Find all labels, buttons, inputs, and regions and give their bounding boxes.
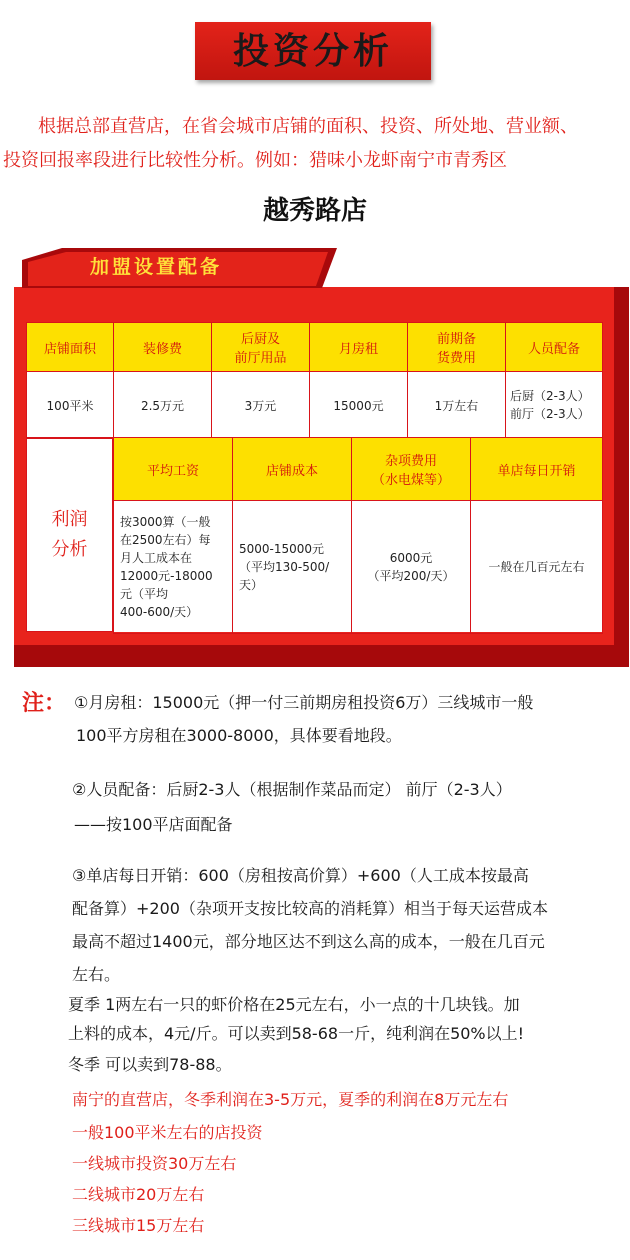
note-red-1: 南宁的直营店，冬季利润在3-5万元，夏季的利润在8万元左右 bbox=[72, 1090, 509, 1109]
value-stock: 1万左右 bbox=[408, 372, 506, 439]
page-title: 投资分析 bbox=[232, 30, 393, 72]
note-3a: ③单店每日开销：600（房租按高价算）+600（人工成本按最高 bbox=[72, 866, 529, 885]
note-1a: ①月房租：15000元（押一付三前期房租投资6万）三线城市一般 bbox=[74, 693, 534, 712]
value-misc: 6000元 （平均200/天） bbox=[352, 501, 471, 634]
header-staff: 人员配备 bbox=[506, 323, 603, 372]
header-wage: 平均工资 bbox=[114, 438, 233, 501]
header-store-cost: 店铺成本 bbox=[233, 438, 352, 501]
setup-table bbox=[26, 322, 603, 439]
section-ribbon-label: 加盟设置配备 bbox=[90, 256, 223, 278]
note-3d: 左右。 bbox=[72, 965, 121, 984]
note-winter: 冬季 可以卖到78-88。 bbox=[68, 1055, 232, 1074]
header-area: 店铺面积 bbox=[27, 323, 114, 372]
value-staff: 后厨（2-3人） 前厅（2-3人） bbox=[506, 372, 603, 439]
note-2a: ②人员配备：后厨2-3人（根据制作菜品而定） 前厅（2-3人） bbox=[72, 780, 512, 799]
header-supplies: 后厨及 前厅用品 bbox=[212, 323, 310, 372]
value-supplies: 3万元 bbox=[212, 372, 310, 439]
header-misc: 杂项费用 （水电煤等） bbox=[352, 438, 471, 501]
note-3c: 最高不超过1400元，部分地区达不到这么高的成本，一般在几百元 bbox=[72, 932, 545, 951]
intro-line-1: 根据总部直营店，在省会城市店铺的面积、投资、所处地、营业额、 bbox=[38, 116, 578, 137]
header-stock: 前期备 货费用 bbox=[408, 323, 506, 372]
value-area: 100平米 bbox=[27, 372, 114, 439]
note-red-2: 一般100平米左右的店投资 bbox=[72, 1123, 263, 1142]
profit-label-2: 分析 bbox=[51, 538, 88, 560]
note-mark: 注： bbox=[22, 691, 67, 716]
store-title: 越秀路店 bbox=[262, 196, 367, 226]
note-2b: ——按100平店面配备 bbox=[74, 815, 233, 834]
value-decoration: 2.5万元 bbox=[114, 372, 212, 439]
note-summer-b: 上料的成本，4元/斤。可以卖到58-68一斤，纯利润在50%以上! bbox=[68, 1024, 525, 1043]
note-1b: 100平方房租在3000-8000，具体要看地段。 bbox=[76, 726, 402, 745]
value-wage: 按3000算（一般 在2500左右）每 月人工成本在 12000元-18000 元（平均 400-600/天） bbox=[114, 501, 233, 634]
note-3b: 配备算）+200（杂项开支按比较高的消耗算）相当于每天运营成本 bbox=[72, 899, 548, 918]
profit-label-1: 利润 bbox=[51, 508, 88, 530]
profit-label-cell bbox=[26, 437, 113, 632]
header-daily: 单店每日开销 bbox=[471, 438, 603, 501]
intro-line-2: 投资回报率段进行比较性分析。例如：猎味小龙虾南宁市青秀区 bbox=[3, 150, 507, 171]
note-summer-a: 夏季 1两左右一只的虾价格在25元左右，小一点的十几块钱。加 bbox=[68, 995, 520, 1014]
value-daily: 一般在几百元左右 bbox=[471, 501, 603, 634]
value-rent: 15000元 bbox=[310, 372, 408, 439]
value-store-cost: 5000-15000元 （平均130-500/ 天） bbox=[233, 501, 352, 634]
note-red-4: 二线城市20万左右 bbox=[72, 1185, 205, 1204]
header-rent: 月房租 bbox=[310, 323, 408, 372]
profit-table bbox=[113, 437, 603, 634]
note-red-3: 一线城市投资30万左右 bbox=[72, 1154, 237, 1173]
header-decoration: 装修费 bbox=[114, 323, 212, 372]
note-red-5: 三线城市15万左右 bbox=[72, 1216, 205, 1235]
